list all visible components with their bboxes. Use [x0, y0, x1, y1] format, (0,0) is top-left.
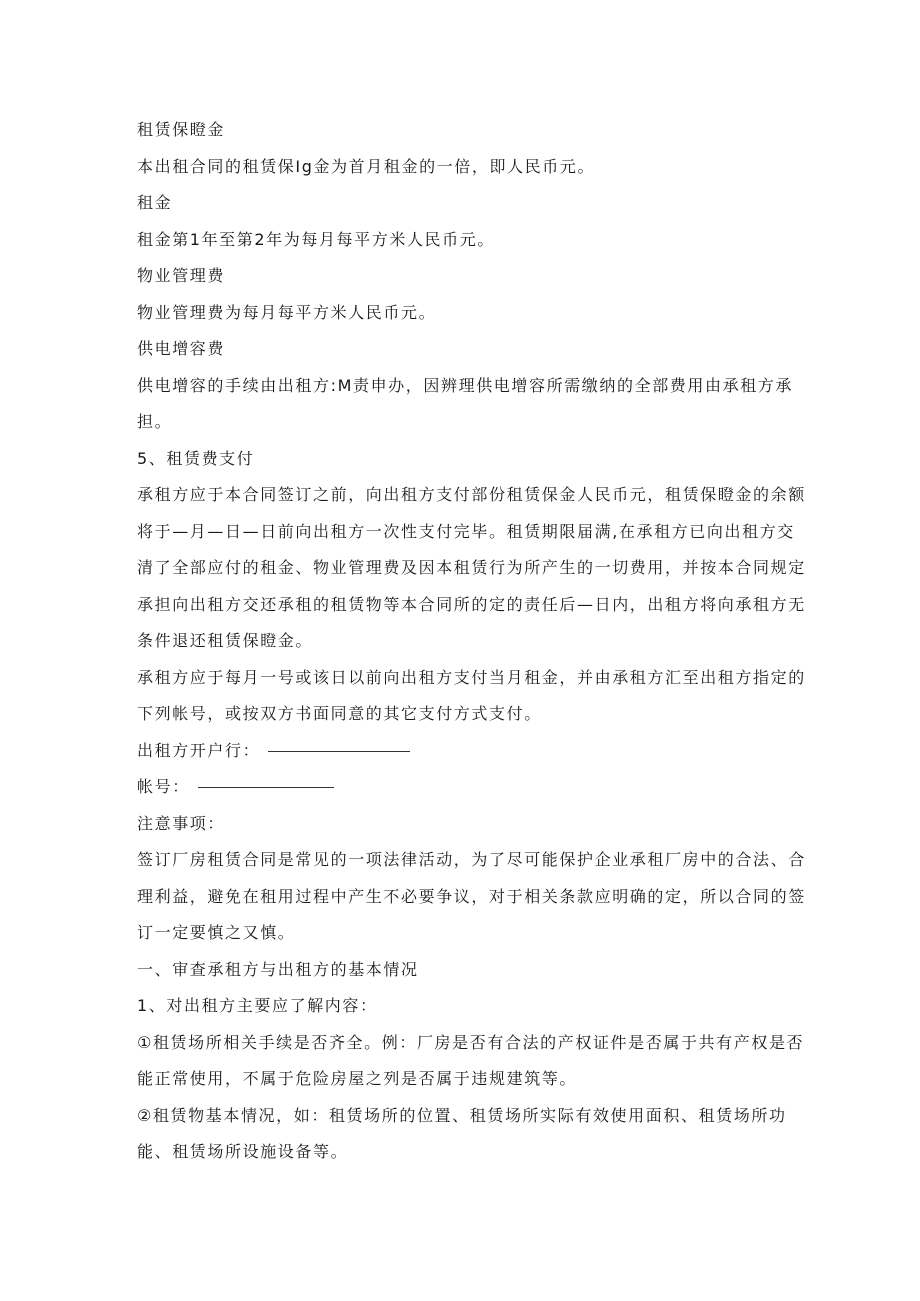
paragraph-notes-line: 理利益，避免在租用过程中产生不必要争议，对于相关条款应明确的定，所以合同的签 — [137, 886, 806, 906]
account-field — [137, 769, 787, 806]
paragraph-rent: 租金第1年至第2年为每月每平方米人民币元。 — [137, 229, 495, 249]
bank-field — [137, 733, 787, 770]
paragraph-power-fee-line: 供电增容的手续由出租方:M责申办，因辨理供电增容所需缴纳的全部费用由承租方承 — [137, 375, 793, 395]
paragraph-power-fee-line: 担。 — [137, 412, 173, 431]
paragraph-payment-a-line: 承担向出租方交还承租的租赁物等本合同所的定的责任后—日内，出租方将向承租方无 — [137, 594, 806, 614]
paragraph-notes-line: 签订厂房租赁合同是常见的一项法律活动，为了尽可能保护企业承租厂房中的合法、合 — [137, 850, 806, 869]
paragraph-payment-b-line: 承租方应于每月一号或该日以前向出租方支付当月租金，并由承租方汇至出租方指定的 — [137, 667, 806, 687]
paragraph-property-fee: 物业管理费为每月每平方米人民币元。 — [137, 302, 437, 322]
paragraph-item-1-line: ①租赁场所相关手续是否齐全。例：厂房是否有合法的产权证件是否属于共有产权是否 — [137, 1032, 805, 1052]
heading-power-fee: 供电增容费 — [137, 339, 226, 358]
paragraph-payment-b-line: 下列帐号，或按双方书面同意的其它支付方式支付。 — [137, 704, 542, 723]
paragraph-payment-a-line: 清了全部应付的租金、物业管理费及因本租赁行为所产生的一切费用，并按本合同规定 — [137, 558, 806, 577]
heading-review-lessor: 1、对出租方主要应了解内容： — [137, 996, 378, 1015]
paragraph-payment-a-line: 承租方应于本合同签订之前，向出租方支付部份租赁保金人民币元，租赁保瞪金的余额 — [137, 485, 806, 504]
account-field-label: 帐号： — [137, 777, 190, 796]
heading-review: 一、审查承租方与出租方的基本情况 — [137, 959, 419, 979]
document-body — [137, 112, 806, 1171]
paragraph-item-2-line: ②租赁物基本情况，如：租赁场所的位置、租赁场所实际有效使用面积、租赁场所功 — [137, 1105, 787, 1125]
bank-field-label: 出租方开户行： — [137, 740, 261, 760]
paragraph-notes-line: 订一定要慎之又慎。 — [137, 923, 296, 942]
paragraph-item-1-line: 能正常使用，不属于危险房屋之列是否属于违规建筑等。 — [137, 1069, 578, 1088]
paragraph-payment-a-line: 条件退还租赁保瞪金。 — [137, 631, 314, 650]
bank-field-blank[interactable] — [268, 750, 410, 752]
paragraph-item-2-line: 能、租赁场所设施设备等。 — [137, 1142, 349, 1161]
paragraph-deposit: 本出租合同的租赁保Ig金为首月租金的一倍，即人民币元。 — [137, 156, 596, 176]
heading-notes: 注意事项： — [137, 813, 226, 833]
account-field-blank[interactable] — [198, 786, 334, 788]
paragraph-payment-a-line: 将于—月—日—日前向出租方一次性支付完毕。租赁期限届满,在承租方已向出租方交 — [137, 521, 795, 541]
heading-property-fee: 物业管理费 — [137, 266, 226, 285]
heading-payment: 5、租赁费支付 — [137, 448, 255, 468]
heading-rent: 租金 — [137, 193, 173, 212]
heading-deposit: 租赁保瞪金 — [137, 120, 226, 139]
